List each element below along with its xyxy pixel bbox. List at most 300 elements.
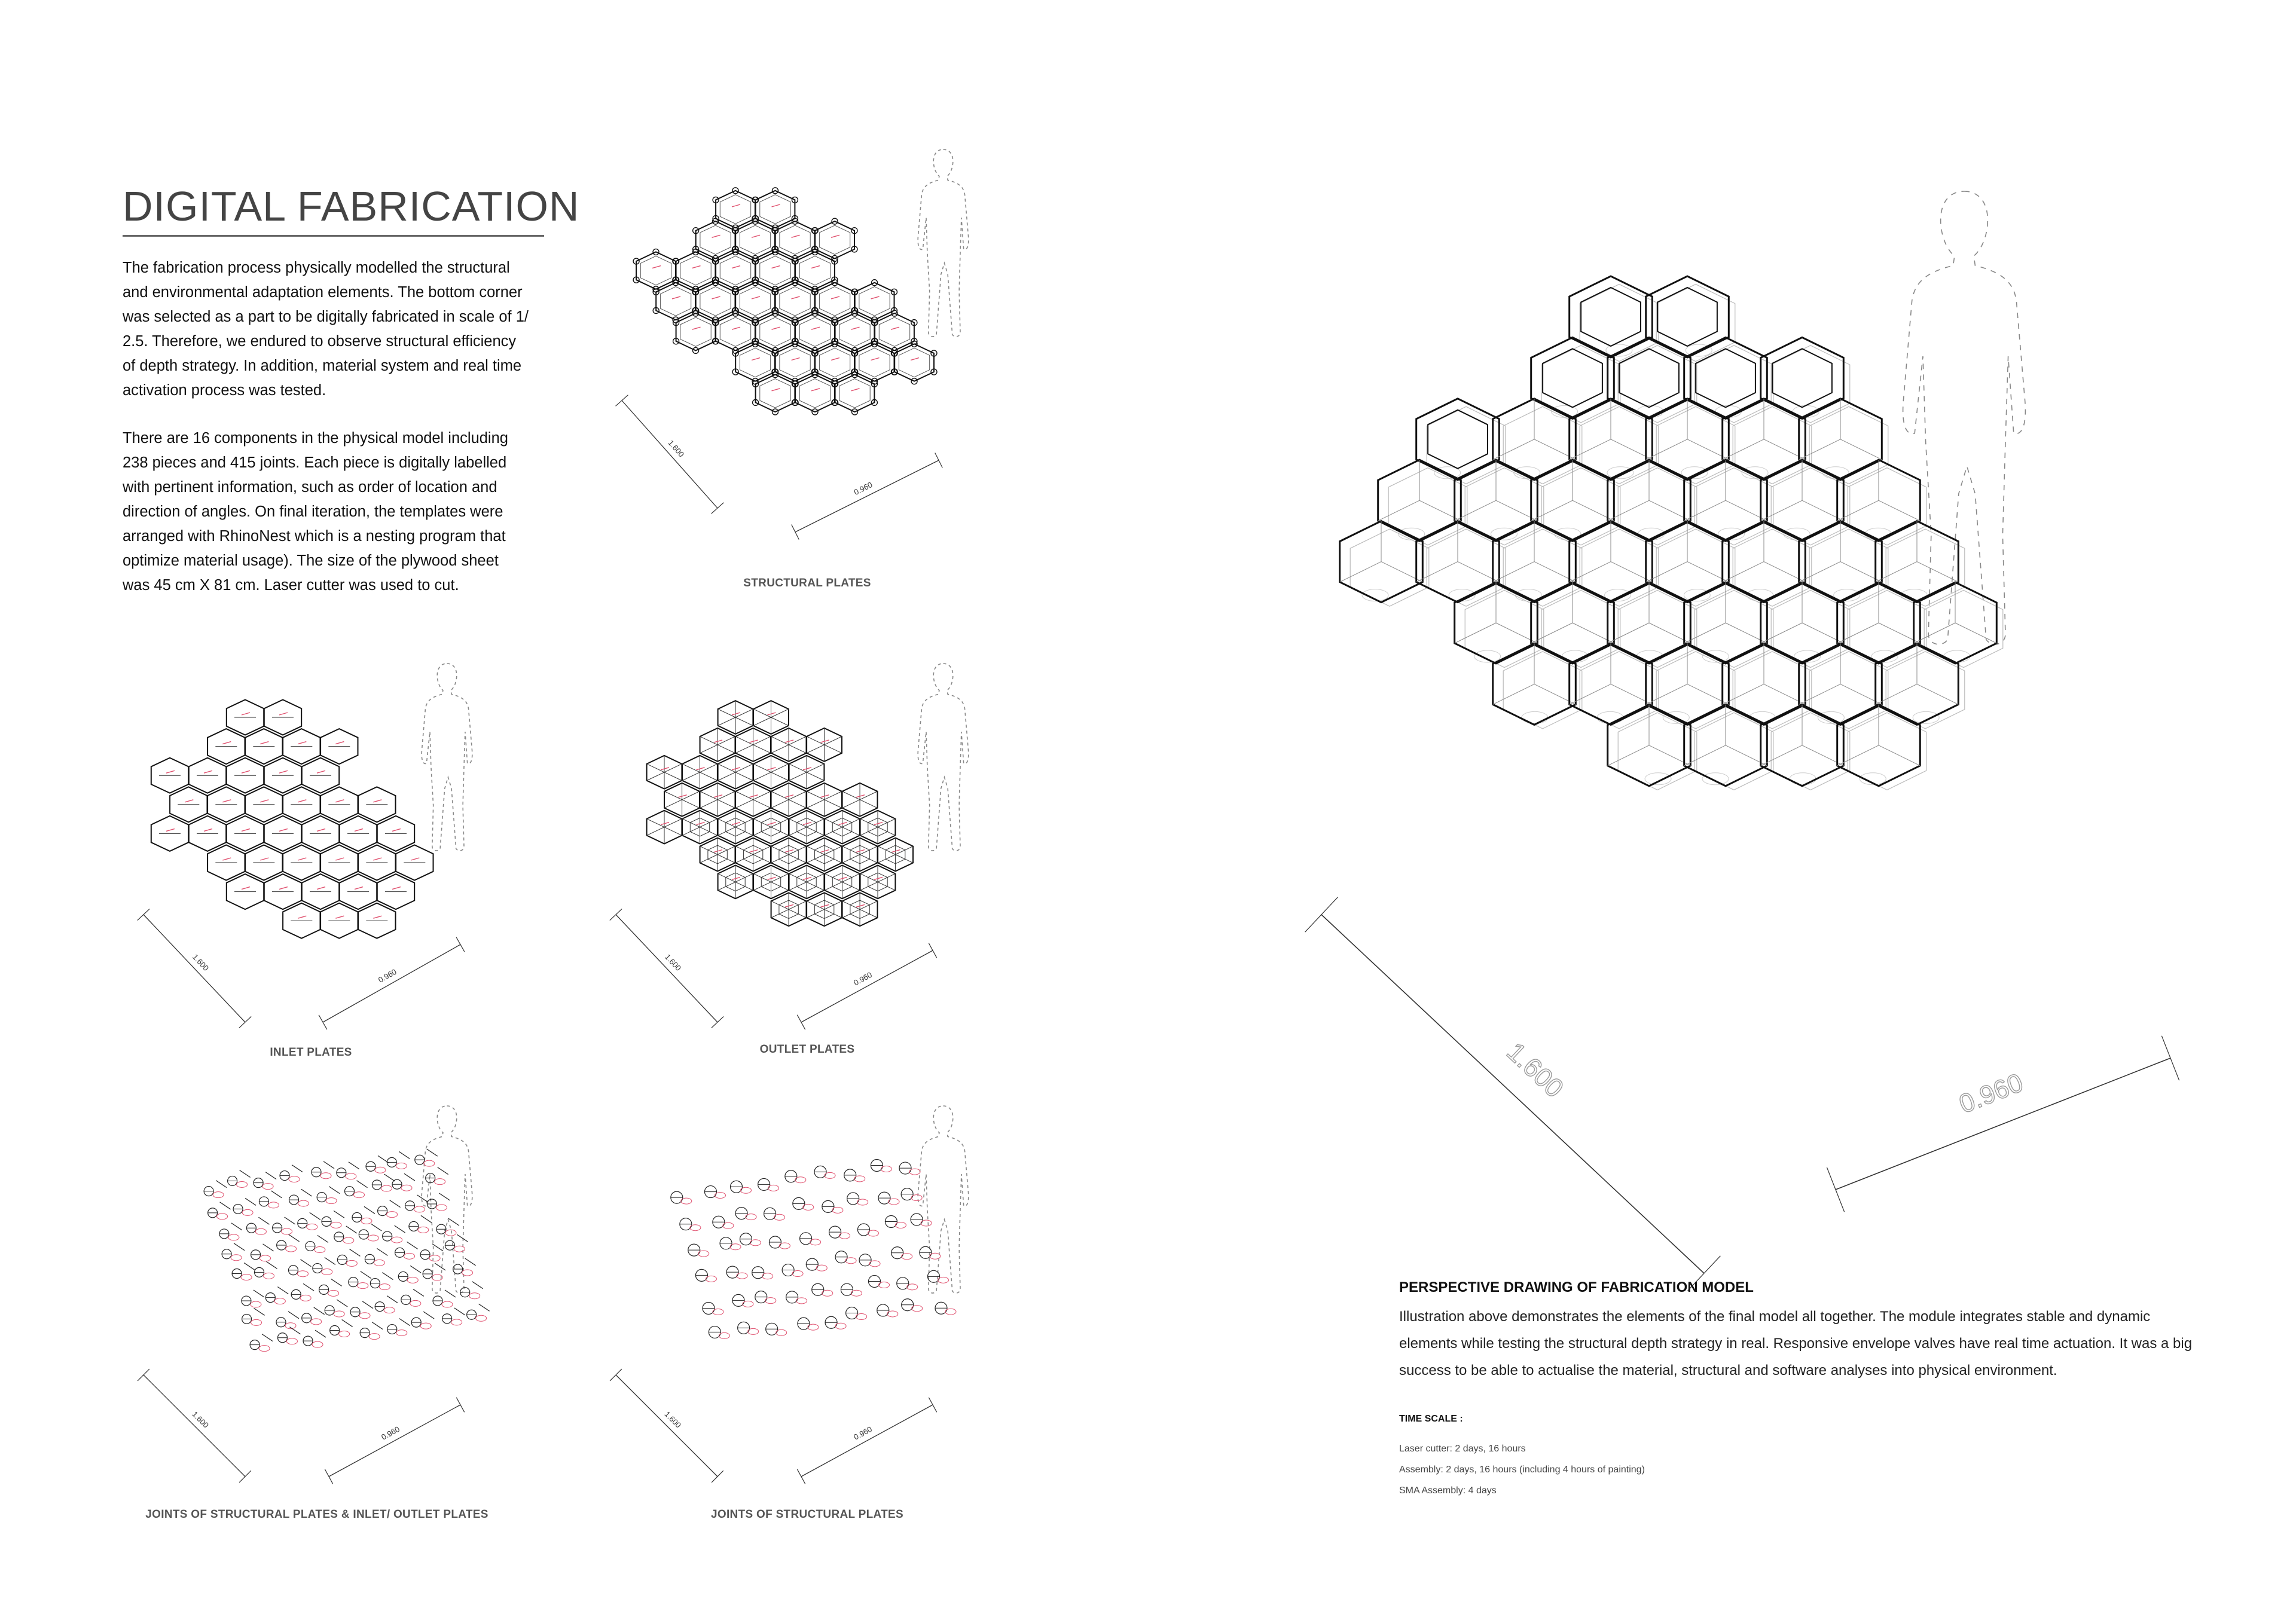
part-label-mark — [373, 800, 381, 802]
triangle-edge — [860, 873, 878, 882]
caption-outlet-plates: OUTLET PLATES — [759, 1043, 855, 1056]
triangle-edge — [682, 800, 700, 808]
joint-plate — [342, 1320, 353, 1327]
joint-tag — [410, 1300, 421, 1306]
joint-plate — [234, 1243, 245, 1251]
triangle-edge — [700, 846, 718, 855]
joint-tag — [375, 1167, 386, 1173]
human-silhouette-outline — [918, 149, 969, 337]
triangle-edge — [718, 819, 735, 827]
triangle-edge — [807, 745, 824, 753]
depth-dimension — [138, 1369, 251, 1483]
part-label-mark — [821, 850, 829, 852]
dimension-label: 1.600 — [1501, 1037, 1570, 1104]
joint-tag — [930, 1253, 941, 1259]
joint-plate — [371, 1224, 381, 1231]
joint-tag — [334, 1311, 344, 1317]
joint-tag — [300, 1295, 311, 1301]
part-label-mark — [856, 850, 865, 852]
joint-tag — [887, 1311, 898, 1317]
joint-tag — [289, 1176, 300, 1182]
width-dimension — [797, 1398, 936, 1484]
triangle-edge — [825, 745, 842, 753]
joint-plate — [263, 1244, 274, 1251]
triangle-edge — [753, 827, 771, 836]
part-label-mark — [831, 235, 839, 237]
part-label-mark — [768, 713, 776, 715]
triangle-edge — [789, 764, 807, 772]
plate-inner — [660, 287, 691, 316]
joint-plate — [427, 1149, 438, 1156]
joint-tag — [835, 1323, 846, 1329]
joint-plate — [216, 1181, 227, 1188]
joint-tag — [810, 1239, 821, 1245]
joint-tag — [359, 1313, 370, 1319]
dimension-tick — [929, 943, 936, 958]
joint-tag — [396, 1330, 407, 1336]
part-label-mark — [752, 297, 760, 299]
dimension-tick — [325, 1469, 332, 1484]
joint-plate — [362, 1301, 373, 1309]
caption-structural-plates: STRUCTURAL PLATES — [743, 577, 871, 589]
joint-tag — [451, 1319, 462, 1325]
joint-plate — [445, 1290, 456, 1297]
triangle-edge — [647, 819, 664, 827]
triangle-edge — [825, 800, 842, 808]
dimension-line — [1321, 915, 1704, 1273]
joint-tag — [424, 1160, 435, 1166]
part-label-mark — [772, 389, 780, 391]
part-label-mark — [279, 771, 288, 773]
triangle-edge — [700, 855, 718, 863]
time-scale-item: Assembly: 2 days, 16 hours (including 4 hours of painting) — [1399, 1465, 1645, 1475]
valve-outline — [1742, 467, 1768, 479]
part-label-mark — [911, 358, 919, 360]
joint-plate — [438, 1167, 448, 1175]
plate-cell — [756, 375, 795, 412]
joint-tag — [368, 1235, 378, 1241]
joint-tag — [719, 1332, 729, 1338]
joint-tag — [832, 1207, 843, 1213]
joint-tag — [237, 1181, 248, 1187]
joint-tag — [909, 1169, 920, 1175]
plate-inner — [899, 348, 929, 377]
perspective-title: PERSPECTIVE DRAWING OF FABRICATION MODEL — [1399, 1279, 1754, 1295]
joint-tag — [268, 1202, 279, 1208]
part-label-mark — [714, 850, 722, 852]
joint-tag — [401, 1185, 412, 1191]
plate-inner — [879, 317, 909, 347]
part-label-mark — [750, 795, 758, 797]
model-linework — [151, 700, 433, 939]
valve-outline — [1636, 650, 1663, 662]
triangle-edge — [718, 764, 735, 772]
part-label-mark — [166, 771, 175, 773]
joint-tag — [779, 1243, 790, 1249]
triangle-edge — [735, 855, 753, 863]
triangle-edge — [825, 855, 842, 863]
part-label-mark — [714, 795, 722, 797]
plate-cell — [656, 283, 695, 320]
triangle-edge — [825, 882, 842, 890]
plate-cell — [894, 344, 934, 381]
joint-plate — [399, 1151, 410, 1159]
part-label-mark — [792, 235, 800, 237]
triangle-edge — [647, 827, 664, 836]
part-label-mark — [874, 877, 883, 879]
plate-cell — [815, 221, 854, 258]
joint-tag — [435, 1179, 445, 1185]
part-label-mark — [692, 327, 701, 329]
part-label-mark — [752, 235, 760, 237]
triangle-edge — [842, 882, 860, 890]
joint-tag — [346, 1173, 356, 1179]
triangle-edge — [718, 882, 735, 890]
part-label-mark — [732, 204, 740, 207]
joint-tag — [723, 1222, 734, 1228]
joint-plate — [390, 1200, 401, 1208]
part-label-mark — [874, 823, 883, 825]
joint-tag — [454, 1246, 465, 1252]
joint-plate — [346, 1226, 357, 1233]
triangle-edge — [878, 827, 895, 836]
part-label-mark — [772, 204, 780, 207]
part-label-mark — [298, 742, 306, 744]
joint-plate — [303, 1283, 314, 1291]
part-label-mark — [661, 768, 669, 770]
human-silhouette-outline — [1903, 191, 2026, 644]
plate-rib — [1455, 623, 1496, 643]
joint-plate — [384, 1174, 395, 1181]
joint-plate — [387, 1296, 398, 1303]
joint-tag — [748, 1328, 759, 1334]
plate-rib — [1378, 500, 1419, 521]
plate-inner — [740, 287, 770, 316]
page-title: DIGITAL FABRICATION — [123, 183, 580, 230]
valve-outline — [1645, 773, 1671, 785]
triangle-edge — [842, 846, 860, 855]
human-silhouette — [422, 1106, 472, 1293]
triangle-edge — [735, 772, 753, 781]
triangle-edge — [771, 772, 789, 781]
depth-dimension — [1305, 897, 1721, 1291]
joint-tag — [384, 1307, 395, 1313]
plate-cell — [676, 252, 716, 289]
dimension-label: 0.960 — [377, 967, 398, 985]
triangle-edge — [807, 827, 824, 836]
triangle-edge — [735, 736, 753, 745]
triangle-edge — [860, 882, 878, 890]
part-label-mark — [222, 858, 231, 860]
joint-plate — [357, 1181, 368, 1188]
time-scale-item: SMA Assembly: 4 days — [1399, 1486, 1497, 1496]
joint-plate — [377, 1248, 387, 1255]
triangle-edge — [753, 855, 771, 863]
human-silhouette-outline — [918, 664, 969, 851]
plate-rib — [1917, 684, 1958, 704]
joint-plate — [404, 1173, 415, 1181]
plate-cell — [676, 313, 716, 350]
dimension-line — [801, 1405, 933, 1477]
open-cell-inner — [1696, 349, 1755, 407]
joint-plate — [300, 1260, 311, 1267]
part-label-mark — [335, 742, 344, 744]
dimension-label: 0.960 — [380, 1424, 401, 1442]
triangle-edge — [825, 873, 842, 882]
valve-outline — [1474, 650, 1501, 662]
joint-tag — [326, 1198, 337, 1204]
part-label-mark — [697, 768, 705, 770]
part-label-mark — [732, 327, 740, 329]
triangle-edge — [842, 827, 860, 836]
joint-tag — [418, 1227, 429, 1233]
part-label-mark — [811, 389, 820, 391]
part-label-mark — [260, 742, 268, 744]
ghost-plate — [1848, 468, 1926, 545]
joint-plate — [399, 1319, 410, 1326]
joint-plate — [395, 1225, 405, 1233]
joint-tag — [730, 1244, 741, 1250]
plate-cell — [795, 313, 835, 350]
part-label-mark — [892, 850, 900, 852]
inlet-plates-drawing — [126, 664, 556, 1034]
joint-tag — [911, 1195, 922, 1201]
joint-plate — [314, 1307, 325, 1315]
triangle-edge — [771, 745, 789, 753]
caption-inlet-plates: INLET PLATES — [270, 1046, 352, 1059]
part-label-mark — [821, 740, 829, 742]
joint-tag — [251, 1319, 262, 1325]
dimension-tick — [929, 1398, 936, 1413]
part-label-mark — [392, 887, 401, 890]
joint-tag — [260, 1255, 271, 1261]
triangle-edge — [807, 901, 824, 909]
triangle-edge — [718, 800, 735, 808]
plate-inner — [819, 225, 850, 255]
part-label-mark — [242, 829, 250, 831]
joint-tag — [251, 1301, 261, 1307]
joint-tag — [274, 1298, 285, 1304]
joint-tag — [392, 1237, 402, 1243]
joint-tag — [776, 1329, 787, 1335]
joint-tag — [259, 1346, 270, 1352]
triangle-edge — [807, 855, 824, 863]
triangle-edge — [771, 827, 789, 836]
triangle-edge — [878, 846, 895, 855]
width-dimension — [325, 1398, 464, 1484]
open-cell-inner — [1772, 349, 1832, 407]
dimension-tick — [1305, 897, 1338, 932]
triangle-edge — [718, 772, 735, 781]
plate-inner — [720, 195, 750, 224]
structural-plates-drawing — [598, 149, 1028, 544]
part-label-mark — [279, 829, 288, 831]
plate-cell — [855, 283, 894, 320]
triangle-edge — [807, 800, 824, 808]
triangle-edge — [664, 772, 682, 781]
part-label-mark — [732, 768, 740, 770]
joint-tag — [346, 1260, 357, 1266]
joint-tag — [869, 1261, 880, 1267]
joint-tag — [822, 1290, 833, 1296]
joint-tag — [420, 1323, 431, 1329]
joint-tag — [374, 1260, 384, 1266]
part-label-mark — [317, 771, 325, 773]
dimension-line — [144, 1375, 245, 1477]
plate-rib — [1879, 500, 1920, 521]
outlet-plates-drawing — [598, 664, 1028, 1034]
plate-cell — [636, 252, 676, 289]
triangle-edge — [860, 855, 877, 863]
triangle-edge — [718, 855, 735, 863]
joint-tag — [825, 1172, 835, 1178]
part-label-mark — [279, 713, 288, 715]
model-linework — [1340, 276, 2003, 790]
plate-cell — [815, 344, 854, 381]
triangle-edge — [842, 855, 860, 863]
plate-cell — [835, 313, 875, 350]
joint-tag — [902, 1254, 912, 1260]
dimension-tick — [319, 1015, 327, 1029]
joint-plate — [413, 1289, 424, 1296]
intro-paragraph-1: The fabrication process physically modelled the structural and environmental adaptation elements. The bottom corner was selected as a part to be digitally fabricated in scale of 1/ 2.5. Therefore, we endured to observe structural efficiency of depth strategy. In addition, material system and real time activation process was tested. — [123, 259, 529, 399]
triangle-edge — [682, 764, 700, 772]
part-label-mark — [692, 266, 701, 268]
plate-rib — [1955, 623, 1996, 643]
part-label-mark — [803, 768, 811, 770]
width-dimension — [1827, 1036, 2179, 1212]
plate-cell — [835, 375, 875, 412]
title-divider — [123, 235, 544, 237]
triangle-edge — [718, 709, 735, 717]
joint-plate — [315, 1330, 326, 1337]
triangle-edge — [789, 800, 806, 808]
dimension-label: 1.600 — [666, 438, 686, 459]
part-label-mark — [222, 742, 231, 744]
joint-tag — [907, 1284, 918, 1290]
plate-inner — [780, 287, 810, 316]
part-label-mark — [712, 297, 720, 299]
ghost-plate — [1771, 346, 1850, 423]
triangle-edge — [807, 736, 824, 745]
triangle-edge — [753, 709, 771, 717]
part-label-mark — [679, 795, 687, 797]
triangle-edge — [771, 901, 789, 909]
joint-plate — [231, 1223, 242, 1230]
plate-inner — [799, 379, 830, 408]
joint-plate — [479, 1304, 490, 1311]
human-silhouette-outline — [918, 1106, 969, 1293]
triangle-edge — [700, 827, 718, 836]
joint-plate — [410, 1266, 421, 1273]
part-label-mark — [750, 850, 758, 852]
dimension-line — [329, 1405, 460, 1477]
joint-plate — [254, 1308, 265, 1315]
plate-inner — [859, 348, 890, 377]
model-linework — [671, 1160, 956, 1339]
plate-inner — [720, 256, 750, 285]
dimension-label: 0.960 — [1955, 1068, 2028, 1120]
joint-tag — [320, 1173, 331, 1179]
valve-outline — [1913, 711, 1939, 723]
dimension-tick — [792, 524, 799, 539]
valve-outline — [1702, 773, 1729, 785]
joint-tag — [765, 1298, 776, 1304]
plate-rib — [1340, 562, 1381, 582]
joint-tag — [404, 1253, 415, 1259]
width-dimension — [319, 937, 465, 1029]
dimension-label: 0.960 — [852, 1424, 874, 1442]
caption-joints-structural: JOINTS OF STRUCTURAL PLATES — [711, 1508, 903, 1521]
triangle-edge — [664, 791, 682, 800]
joint-plate — [240, 1170, 251, 1177]
part-label-mark — [242, 771, 250, 773]
joint-tag — [396, 1163, 407, 1169]
part-label-mark — [768, 823, 776, 825]
part-label-mark — [831, 297, 839, 299]
part-label-mark — [785, 904, 793, 907]
joint-plate — [245, 1198, 256, 1205]
plate-inner — [839, 317, 870, 347]
part-label-mark — [851, 327, 860, 329]
plate-cell — [716, 252, 755, 289]
triangle-edge — [860, 909, 877, 918]
joint-tag — [945, 1309, 956, 1315]
part-label-mark — [811, 327, 820, 329]
triangle-edge — [682, 772, 700, 781]
joint-plate — [220, 1202, 231, 1209]
dimension-label: 1.600 — [662, 1409, 683, 1430]
part-label-mark — [411, 858, 419, 860]
valve-outline — [1790, 773, 1816, 785]
part-label-mark — [697, 823, 705, 825]
open-cell-inner — [1619, 349, 1679, 407]
triangle-edge — [878, 855, 895, 863]
triangle-edge — [700, 772, 718, 781]
joint-tag — [298, 1200, 309, 1206]
triangle-edge — [807, 846, 824, 855]
triangle-edge — [789, 882, 807, 890]
part-label-mark — [768, 768, 776, 770]
triangle-edge — [825, 819, 842, 827]
joint-tag — [361, 1218, 372, 1224]
joint-tag — [312, 1341, 323, 1347]
triangle-edge — [718, 827, 735, 836]
joint-tag — [698, 1251, 709, 1257]
joint-plate — [323, 1162, 334, 1169]
joint-tag — [912, 1306, 923, 1312]
dimension-label: 0.960 — [852, 480, 874, 497]
part-label-mark — [732, 266, 740, 268]
triangle-edge — [825, 827, 842, 836]
joint-tag — [889, 1199, 899, 1205]
joint-tag — [774, 1214, 785, 1220]
joint-plate — [454, 1308, 465, 1315]
width-dimension — [792, 453, 943, 539]
joint-tag — [706, 1276, 716, 1282]
plate-cell — [756, 313, 795, 350]
joint-tag — [792, 1271, 803, 1277]
part-label-mark — [712, 235, 720, 237]
part-label-mark — [222, 800, 231, 802]
part-label-mark — [355, 829, 363, 831]
part-label-mark — [752, 358, 760, 360]
joint-tag — [343, 1237, 354, 1243]
plate-inner — [760, 379, 790, 408]
human-silhouette — [918, 1106, 969, 1293]
dimension-label: 1.600 — [662, 952, 683, 973]
triangle-edge — [647, 764, 664, 772]
